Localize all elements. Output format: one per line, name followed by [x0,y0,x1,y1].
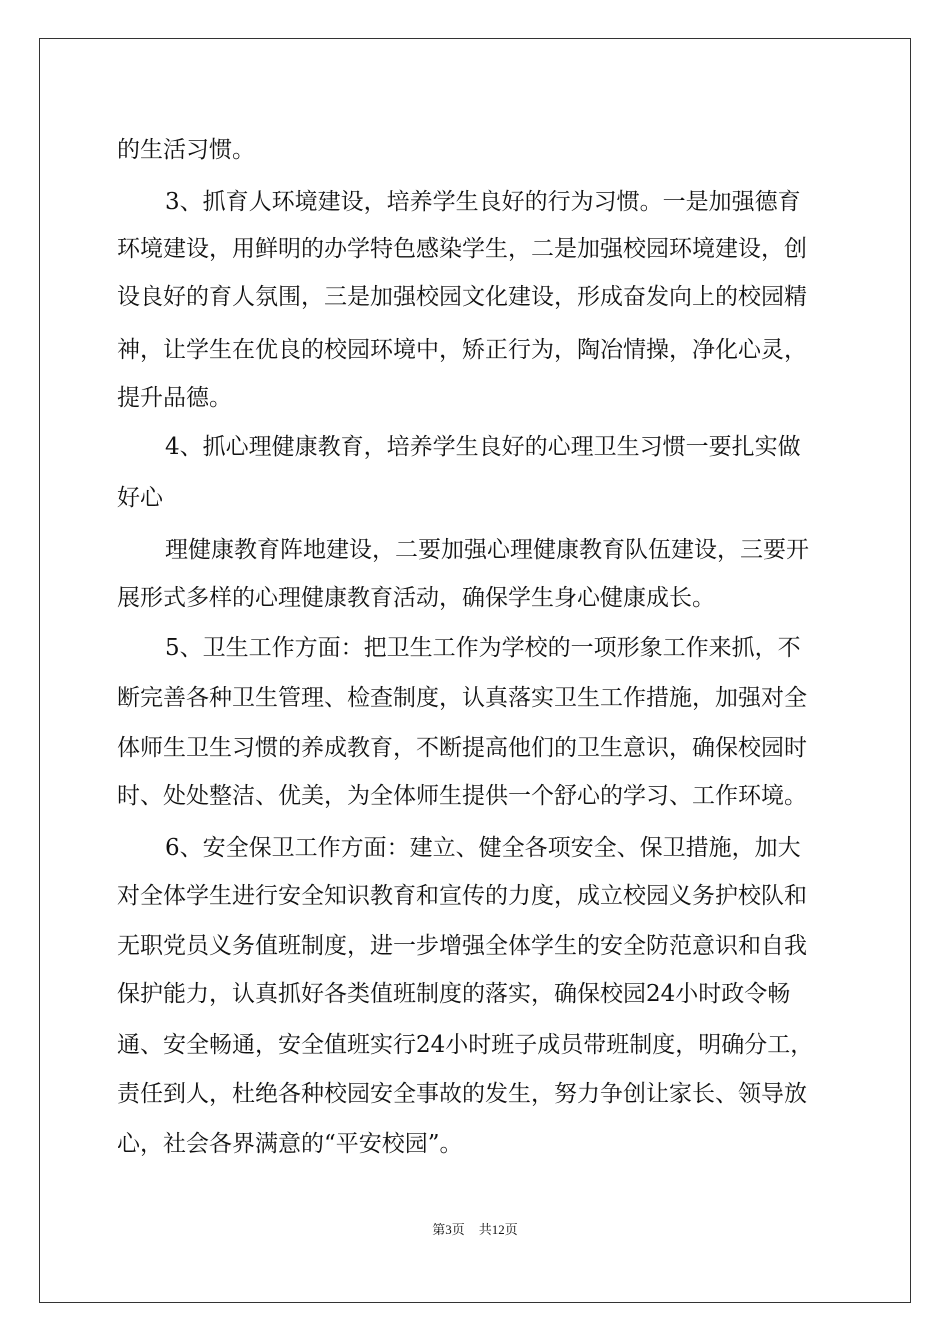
text-line: 4、抓心理健康教育，培养学生良好的心理卫生习惯一要扎实做 [165,434,801,460]
page-border [39,38,911,1303]
text-line: 无职党员义务值班制度，进一步增强全体学生的安全防范意识和自我 [117,933,807,959]
text-line: 心，社会各界满意的“平安校园”。 [117,1131,463,1157]
page-footer [0,1219,950,1238]
text-line: 神，让学生在优良的校园环境中，矫正行为，陶冶情操，净化心灵， [117,337,807,363]
text-line: 对全体学生进行安全知识教育和宣传的力度，成立校园义务护校队和 [117,883,807,909]
text-line: 好心 [117,485,163,511]
text-line: 展形式多样的心理健康教育活动，确保学生身心健康成长。 [117,585,715,611]
text-line: 时、处处整洁、优美，为全体师生提供一个舒心的学习、工作环境。 [117,783,807,809]
page-total: 共12页 [478,1222,518,1237]
text-line: 责任到人，杜绝各种校园安全事故的发生，努力争创让家长、领导放 [117,1081,807,1107]
text-line: 体师生卫生习惯的养成教育，不断提高他们的卫生意识，确保校园时 [117,735,807,761]
text-line: 环境建设，用鲜明的办学特色感染学生，二是加强校园环境建设，创 [117,236,807,262]
text-line: 提升品德。 [117,385,232,411]
text-line: 设良好的育人氛围，三是加强校园文化建设，形成奋发向上的校园精 [117,284,807,310]
text-line: 3、抓育人环境建设，培养学生良好的行为习惯。一是加强德育 [165,189,801,215]
text-line: 理健康教育阵地建设，二要加强心理健康教育队伍建设，三要开 [165,537,809,563]
text-line: 5、卫生工作方面：把卫生工作为学校的一项形象工作来抓，不 [165,635,801,661]
text-line: 保护能力，认真抓好各类值班制度的落实，确保校园24小时政令畅 [117,981,791,1007]
text-line: 断完善各种卫生管理、检查制度，认真落实卫生工作措施，加强对全 [117,685,807,711]
page-number: 第3页 [432,1222,465,1237]
text-line: 6、安全保卫工作方面：建立、健全各项安全、保卫措施，加大 [165,835,801,861]
text-line: 通、安全畅通，安全值班实行24小时班子成员带班制度，明确分工， [117,1032,814,1058]
text-line: 的生活习惯。 [117,137,255,163]
